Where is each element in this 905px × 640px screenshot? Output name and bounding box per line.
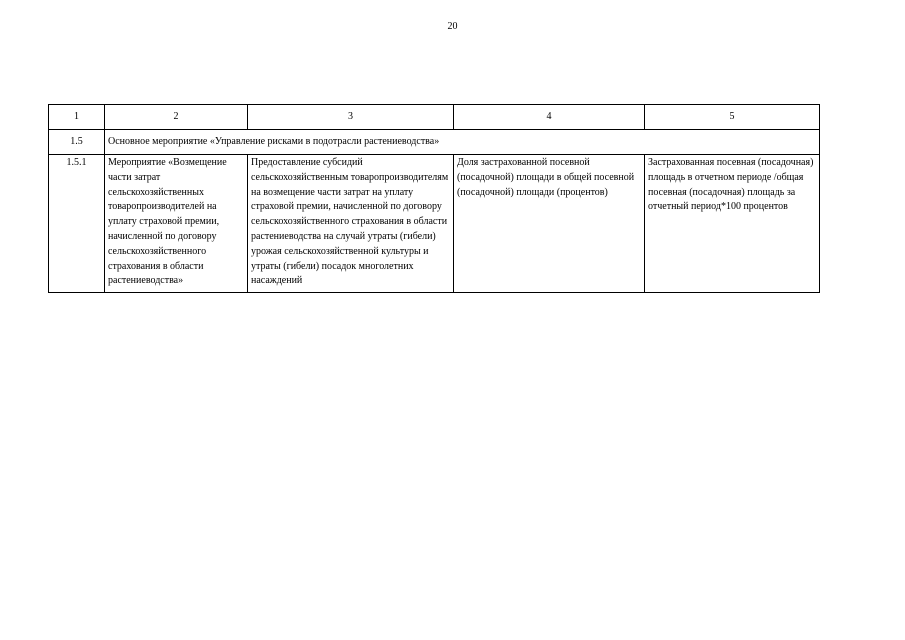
header-cell-2: 2 [105,105,248,130]
table-row [49,155,820,293]
header-cell-4: 4 [454,105,645,130]
page-number: 20 [447,21,458,32]
item-event: Мероприятие «Возмещение части затрат сельскохозяйственных товаропроизводителей на уплату страховой премии, начисленной по договору сельскохозяйственного страхования в области растениеводства» [105,155,248,293]
measures-table [48,104,820,293]
item-number: 1.5.1 [49,155,105,293]
section-row [49,130,820,155]
item-description: Предоставление субсидий сельскохозяйственным товаропроизводителям на возмещение части затрат на уплату страховой премии, начисленной по договору сельскохозяйственного страхования в области растениеводства на случай утраты (гибели) урожая сельскохозяйственной культуры и утраты (гибели) посадок многолетних насаждений [248,155,454,293]
header-cell-3: 3 [248,105,454,130]
section-title: Основное мероприятие «Управление рисками в подотрасли растениеводства» [105,130,820,155]
header-cell-5: 5 [645,105,820,130]
item-formula: Застрахованная посевная (посадочная) площадь в отчетном периоде /общая посевная (посадочная) площадь за отчетный период*100 процентов [645,155,820,293]
header-row [49,105,820,130]
item-indicator: Доля застрахованной посевной (посадочной) площади в общей посевной (посадочной) площади (процентов) [454,155,645,293]
section-number: 1.5 [49,130,105,155]
header-cell-1: 1 [49,105,105,130]
